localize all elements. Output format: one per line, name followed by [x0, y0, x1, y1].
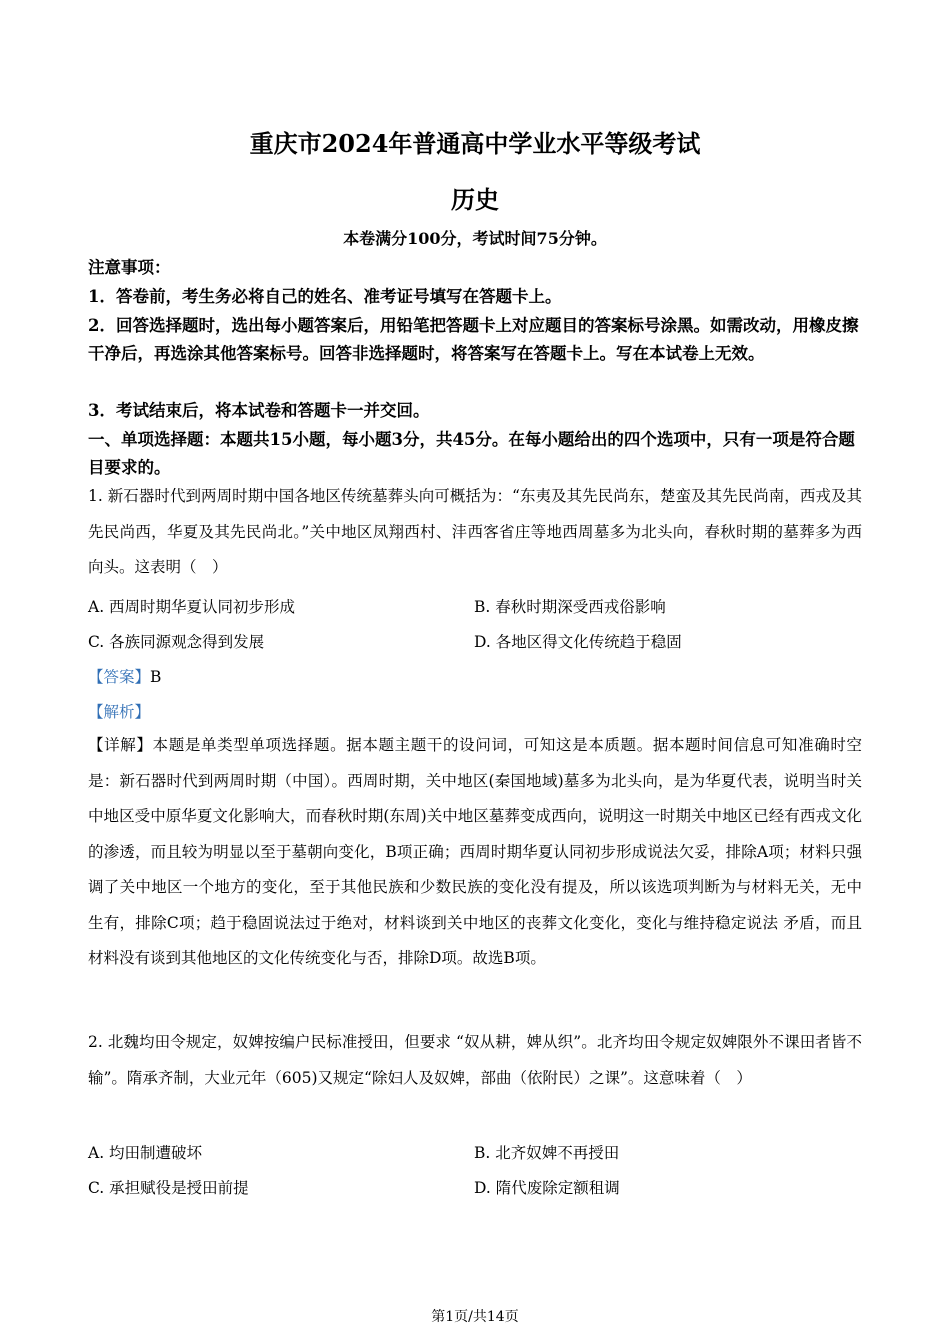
- analysis-tag: 【解析】: [88, 703, 151, 721]
- notes-item-2: 2．回答选择题时，选出每小题答案后，用铅笔把答题卡上对应题目的答案标号涂黑。如需改动，用橡皮擦干净后，再选涂其他答案标号。回答非选择题时，将答案写在答题卡上。写在本试卷上无效。: [88, 316, 859, 363]
- question-2-option-d: D. 隋代废除定额租调: [474, 1179, 620, 1197]
- question-1-answer: [88, 666, 161, 688]
- question-1-option-d: D. 各地区得文化传统趋于稳固: [474, 633, 682, 651]
- question-1-option-a: A. 西周时期华夏认同初步形成: [88, 598, 296, 616]
- question-1-stem: 1. 新石器时代到两周时期中国各地区传统墓葬头向可概括为：“东夷及其先民尚东，楚蛮及其先民尚南，西戎及其先民尚西，华夏及其先民尚北。”关中地区凤翔西村、沣西客省庄等地西周墓多为北头向，春秋时期的墓葬多为西向头。这表明（ ）: [88, 487, 862, 576]
- question-1-option-b: B. 春秋时期深受西戎俗影响: [474, 598, 666, 616]
- notes-item-3: 3．考试结束后，将本试卷和答题卡一并交回。: [88, 401, 430, 420]
- exam-title: 重庆市2024年普通高中学业水平等级考试: [249, 129, 701, 158]
- question-2-option-c: C. 承担赋役是授田前提: [88, 1179, 249, 1197]
- answer-tag: 【答案】: [88, 668, 151, 686]
- question-2-option-a: A. 均田制遭破坏: [88, 1144, 203, 1162]
- notes-heading: 注意事项：: [88, 258, 171, 277]
- section-1-heading: 一、单项选择题：本题共15小题，每小题3分，共45分。在每小题给出的四个选项中，只有一项是符合题目要求的。: [88, 430, 855, 477]
- score-line: 本卷满分100分，考试时间75分钟。: [343, 229, 607, 248]
- question-2-option-b: B. 北齐奴婢不再授田: [474, 1144, 620, 1162]
- notes-item-1: 1．答卷前，考生务必将自己的姓名、准考证号填写在答题卡上。: [88, 287, 562, 306]
- question-1-detail: 【详解】本题是单类型单项选择题。据本题主题干的设问词，可知这是本质题。据本题时间信息可知准确时空是：新石器时代到两周时期（中国）。西周时期，关中地区(秦国地域)墓多为北头向，是为华夏代表，说明当时关中地区受中原华夏文化影响大，而春秋时期(东周)关中地区墓葬变成西向，说明这一时期关中地区已经有西戎文化的渗透，而且较为明显以至于墓朝向变化，B项正确；西周时期华夏认同初步形成说法欠妥，排除A项；材料只强调了关中地区一个地方的变化，至于其他民族和少数民族的变化没有提及，所以该选项判断为与材料无关，无中生有，排除C项；趋于稳固说法过于绝对，材料谈到关中地区的丧葬文化变化，变化与维持稳定说法 矛盾，而且材料没有谈到其他地区的文化传统变化与否，排除D项。故选B项。: [88, 736, 862, 967]
- subject-title: 历史: [451, 185, 499, 214]
- question-1-option-c: C. 各族同源观念得到发展: [88, 633, 265, 651]
- question-2-stem: 2. 北魏均田令规定，奴婢按编户民标准授田，但要求 “奴从耕，婢从织”。北齐均田令规定奴婢限外不课田者皆不输”。隋承齐制，大业元年（605)又规定“除妇人及奴婢，部曲（依附民）之课”。这意味着（ ）: [88, 1033, 862, 1087]
- answer-value: B: [150, 668, 162, 686]
- page-footer: 第1页/共14页: [431, 1309, 519, 1325]
